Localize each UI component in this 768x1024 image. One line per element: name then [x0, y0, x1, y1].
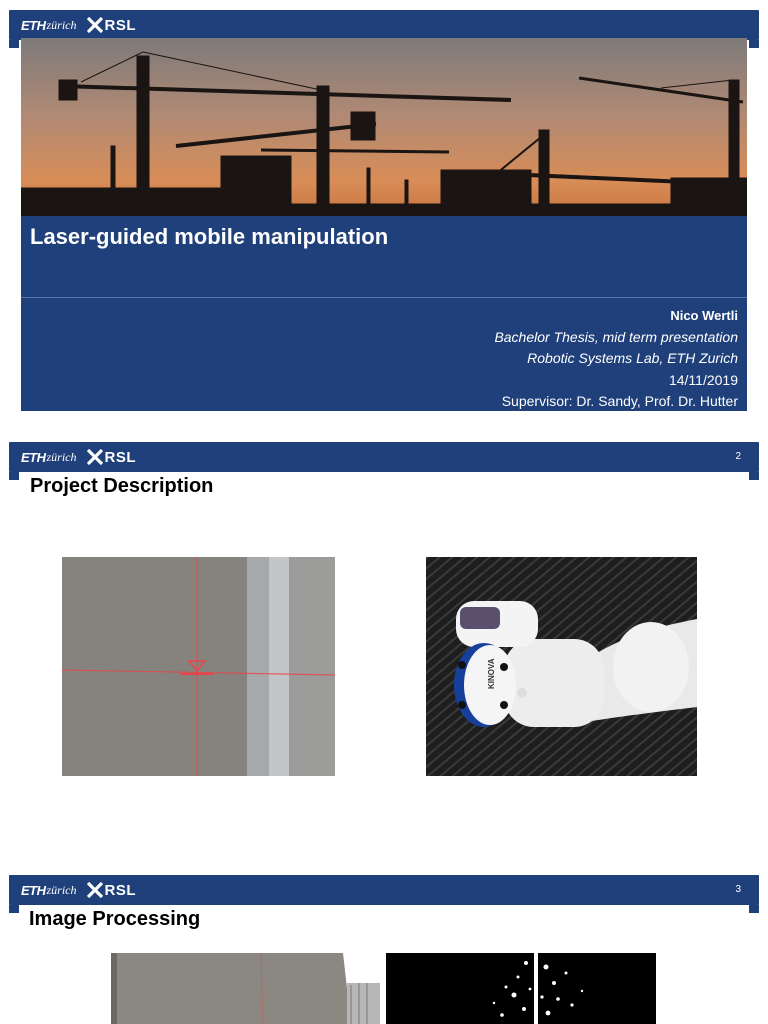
rsl-logo-text: RSL	[104, 16, 136, 34]
slide-3	[0, 875, 768, 1024]
laser-on-wall-photo	[62, 557, 335, 776]
rsl-logo	[87, 17, 137, 34]
title-block	[21, 216, 747, 411]
rsl-logo	[87, 882, 137, 899]
page-number: 2	[735, 451, 741, 462]
presentation-title: Laser-guided mobile manipulation	[30, 224, 389, 249]
rsl-x-icon	[87, 882, 103, 898]
eth-rsl-logo	[21, 448, 136, 466]
construction-cranes-photo	[21, 38, 747, 216]
header-bar	[9, 442, 759, 472]
thesis-type: Bachelor Thesis, mid term presentation	[494, 328, 738, 345]
author-name: Nico Wertli	[670, 308, 738, 323]
header-bar	[9, 875, 759, 905]
kinova-logo-text: KINOVA	[487, 658, 496, 689]
eth-rsl-logo	[21, 16, 136, 34]
eth-logo-text: ETH	[21, 882, 46, 898]
eth-rsl-logo	[21, 881, 136, 899]
wall-camera-photo	[111, 953, 380, 1024]
slide-title: Image Processing	[29, 908, 201, 930]
rsl-logo-text: RSL	[104, 881, 136, 899]
rsl-x-icon	[87, 449, 103, 465]
title-divider	[21, 297, 747, 298]
slide-2	[0, 442, 768, 862]
rsl-logo	[87, 449, 137, 466]
page-number: 3	[735, 884, 741, 895]
rsl-x-icon	[87, 17, 103, 33]
header-bar	[9, 10, 759, 40]
zurich-logo-text: zürich	[46, 882, 77, 897]
eth-logo-text: ETH	[21, 449, 46, 465]
slide-title: Project Description	[30, 475, 214, 497]
slide-1	[0, 0, 768, 420]
rsl-logo-text: RSL	[104, 448, 136, 466]
presentation-meta	[494, 305, 738, 413]
binary-mask-image	[386, 953, 656, 1024]
lab-name: Robotic Systems Lab, ETH Zurich	[527, 350, 738, 366]
presentation-date: 14/11/2019	[668, 371, 738, 388]
supervisor: Supervisor: Dr. Sandy, Prof. Dr. Hutter	[501, 393, 738, 409]
zurich-logo-text: zürich	[46, 449, 77, 464]
kinova-robot-arm-photo	[426, 557, 697, 776]
zurich-logo-text: zürich	[46, 17, 77, 32]
eth-logo-text: ETH	[21, 17, 46, 33]
